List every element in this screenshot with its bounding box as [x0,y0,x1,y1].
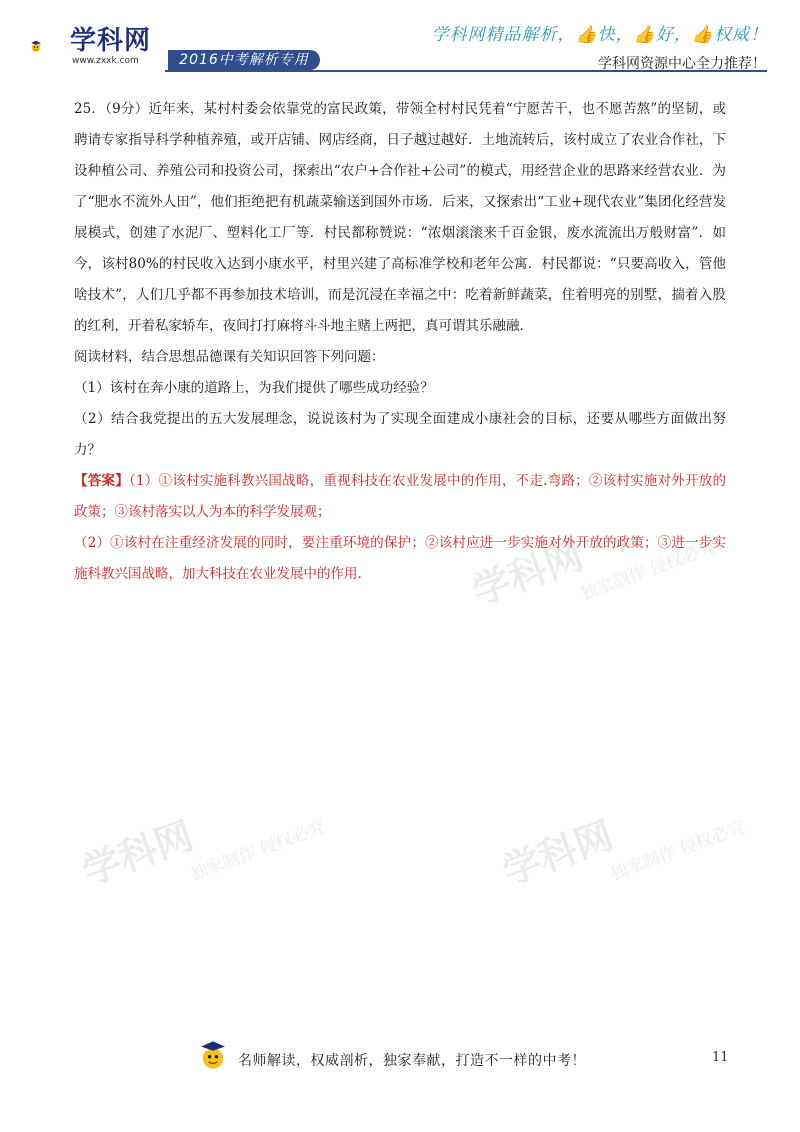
answer-1 [74,466,726,528]
question-item-2: （2）结合我党提出的五大发展理念，说说该村为了实现全面建成小康社会的目标，还要从哪些方面做出努力？ [74,411,726,458]
footer-text: 名师解读，权威剖析，独家奉献，打造不一样的中考！ [238,1053,586,1069]
watermark: 学科网 独家制作 侵权必究 [76,813,328,894]
question-paragraph: 25．（9分）近年来，某村村委会依靠党的富民政策，带领全村村民凭着“宁愿苦干，也不愿苦熬”的坚韧，或聘请专家指导科学种植养殖，或开店铺、网店经商，日子越过越好．土地流转后，该村成立了农业合作社，下设种植公司、养殖公司和投资公司，探索出“农户+合作社+公司”的模式，用经营企业的思路来经营农业．为了“肥水不流外人田”，他们拒绝把有机蔬菜输送到国外市场．后来，又探索出“工业+现代农业”集团化经营发展模式，创建了水泥厂、塑料化工厂等．村民都称赞说：“浓烟滚滚来千百金银，废水流流出万般财富”．如今，该村80%的村民收入达到小康水平，村里兴建了高标准学校和老年公寓．村民都说：“只要高收入，管他啥技术”，人们几乎都不再参加技术培训，而是沉浸在幸福之中：吃着新鲜蔬菜，住着明亮的别墅，揣着入股的红利，开着私家轿车，夜间打打麻将斗斗地主赌上两把，真可谓其乐融融． [74,101,726,334]
page-number: 11 [712,1050,729,1065]
page-footer [0,1030,800,1090]
question-instruction: 阅读材料，结合思想品德课有关知识回答下列问题： [74,349,385,365]
watermark: 学科网 独家制作 侵权必究 [466,533,718,614]
question-content [74,94,726,590]
header-banner: 2016中考解析专用 [168,50,320,70]
answer-tag: 【答案】 [74,473,129,489]
page-header [0,0,800,80]
logo-text: 学科网 [70,26,152,56]
header-slogan: 学科网精品解析，👍快，👍好，👍权威！ [431,25,768,45]
question-item-1: （1）该村在奔小康的道路上，为我们提供了哪些成功经验？ [74,380,434,396]
answer-2: （2）①该村在注重经济发展的同时，要注重环境的保护；②该村应进一步实施对外开放的政策；③进一步实施科教兴国战略，加大科技在农业发展中的作用. [74,535,726,582]
answer-1-text: （1）①该村实施科教兴国战略，重视科技在农业发展中的作用，不走.弯路；②该村实施对外开放的政策；③该村落实以人为本的科学发展观； [74,473,726,520]
mascot-footer-icon [196,1038,230,1072]
header-subslogan: 学科网资源中心全力推荐！ [598,56,766,72]
mascot-logo-icon [30,22,70,72]
logo-url: www.zxxk.com [72,56,139,66]
watermark: 学科网 独家制作 侵权必究 [496,813,748,894]
